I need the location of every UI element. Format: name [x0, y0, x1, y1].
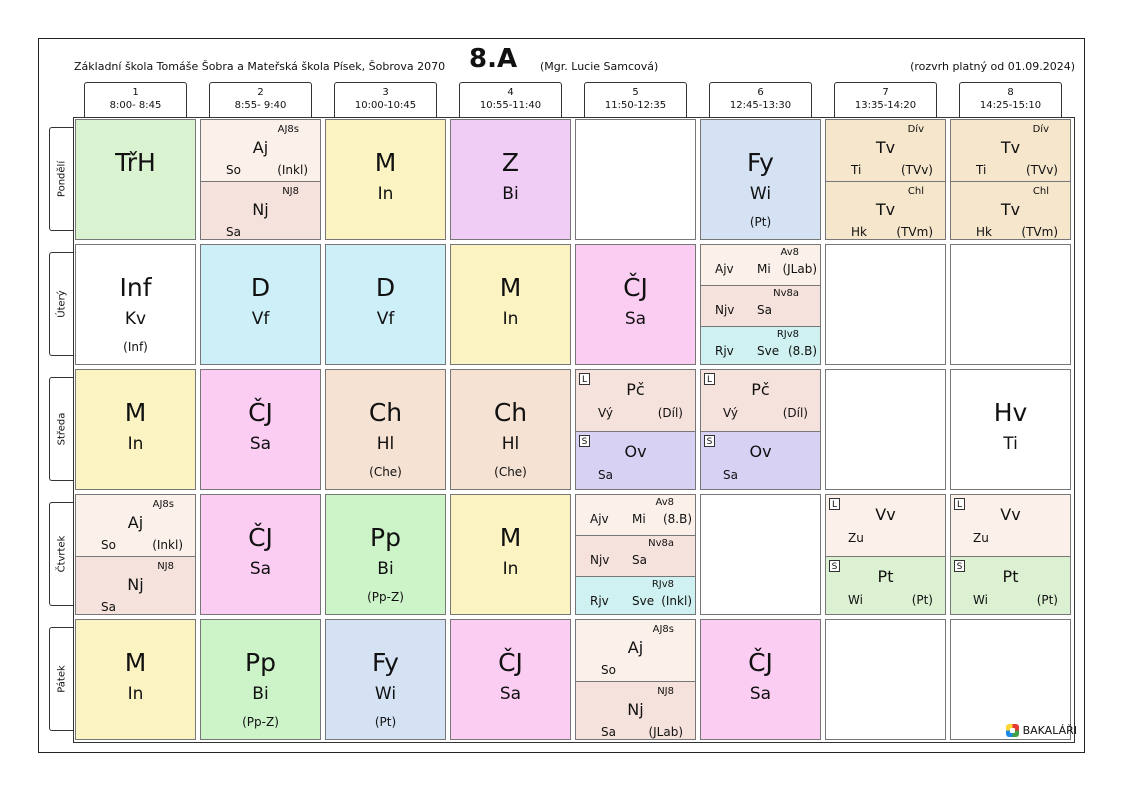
- group-label: NJ8: [657, 685, 674, 697]
- lesson-part: [76, 556, 195, 616]
- teacher: Sve: [757, 343, 780, 358]
- group-label: AJ8s: [652, 624, 674, 635]
- period-number: 7: [882, 87, 889, 98]
- teacher: Kv: [124, 309, 147, 329]
- teacher: Sa: [749, 684, 772, 704]
- room: (Pt): [1036, 592, 1058, 607]
- room: (Che): [369, 465, 402, 479]
- lesson-part: [951, 181, 1070, 241]
- room: (Che): [494, 465, 527, 479]
- subject: Aj: [627, 638, 644, 657]
- day-name: Pondělí: [56, 160, 67, 198]
- room: (Inkl): [661, 593, 692, 608]
- group-label: Chl: [1032, 185, 1049, 197]
- room: (Pt): [749, 215, 772, 229]
- room: (Díl): [782, 406, 808, 420]
- lesson-part: [701, 285, 820, 325]
- lesson-part: [76, 495, 195, 556]
- validity-date: (rozvrh platný od 01.09.2024): [910, 60, 1075, 73]
- lesson-cell: [575, 244, 696, 365]
- teacher: Vf: [376, 309, 395, 329]
- teacher: In: [502, 309, 519, 329]
- period-number: 2: [257, 87, 264, 98]
- room: (JLab): [648, 724, 683, 739]
- teacher: Bi: [377, 559, 394, 579]
- group-label: Av8: [780, 247, 799, 258]
- lesson-cell: [325, 494, 446, 615]
- lesson-cell: [200, 119, 321, 240]
- period-time: 8:55- 9:40: [234, 100, 287, 111]
- room: (Pt): [911, 592, 933, 607]
- group-badge: L: [704, 373, 715, 385]
- period-time: 10:00-10:45: [354, 100, 417, 111]
- subject: ČJ: [498, 648, 523, 677]
- subject: ČJ: [248, 398, 273, 427]
- lesson-cell: [825, 119, 946, 240]
- subject: D: [250, 273, 271, 302]
- day-label-5: [49, 627, 73, 731]
- school-name: Základní škola Tomáše Šobra a Mateřská škola Písek, Šobrova 2070: [74, 60, 446, 73]
- period-header-2: [209, 82, 312, 118]
- lesson-cell: [200, 619, 321, 740]
- lesson-cell: [450, 244, 571, 365]
- lesson-cell: [950, 119, 1071, 240]
- bakalari-logo: [1006, 724, 1077, 737]
- subject: Ajv: [590, 512, 609, 526]
- lesson-part: [826, 181, 945, 241]
- room: (Pt): [374, 715, 397, 729]
- lesson-cell: [700, 619, 821, 740]
- group-label: Dív: [1032, 124, 1049, 135]
- group-label: RJv8: [776, 328, 799, 340]
- lesson-part: [576, 681, 695, 741]
- subject: Ov: [749, 441, 772, 461]
- subject: Nj: [252, 199, 269, 219]
- subject: Tv: [875, 138, 896, 157]
- lesson-cell: [700, 369, 821, 490]
- subject: M: [499, 523, 522, 552]
- day-name: Úterý: [56, 290, 67, 318]
- room: (TVm): [1021, 224, 1058, 239]
- teacher: Wi: [374, 684, 397, 704]
- lesson-part: [951, 495, 1070, 556]
- lesson-part: [201, 120, 320, 181]
- room: (Pp-Z): [367, 590, 404, 604]
- teacher: Wi: [749, 184, 772, 204]
- lesson-part: [576, 620, 695, 681]
- group-label: Chl: [907, 185, 924, 197]
- subject: Aj: [127, 513, 144, 532]
- lesson-cell: [825, 494, 946, 615]
- teacher: Wi: [848, 592, 863, 607]
- period-header-4: [459, 82, 562, 118]
- period-time: 11:50-12:35: [604, 100, 667, 111]
- period-number: 1: [132, 87, 139, 98]
- subject: Inf: [119, 273, 152, 302]
- bakalari-logo-icon: [1006, 724, 1019, 737]
- group-badge: L: [954, 498, 965, 510]
- subject: M: [374, 148, 397, 177]
- lesson-part: [826, 120, 945, 181]
- room: (TVv): [900, 163, 933, 177]
- subject: Njv: [590, 553, 610, 568]
- group-label: NJ8: [157, 560, 174, 572]
- subject: ČJ: [748, 648, 773, 677]
- teacher: Mi: [632, 512, 646, 526]
- lesson-cell: [450, 619, 571, 740]
- subject: Vv: [1000, 505, 1021, 524]
- period-number: 3: [382, 87, 389, 98]
- group-badge: S: [829, 560, 840, 572]
- room: (Inkl): [152, 538, 183, 552]
- lesson-cell: [450, 119, 571, 240]
- subject: Fy: [372, 648, 399, 677]
- period-time: 12:45-13:30: [729, 100, 792, 111]
- subject: TřH: [115, 148, 156, 177]
- teacher: Hk: [976, 224, 992, 239]
- logo-text: BAKALÁŘI: [1022, 724, 1077, 737]
- lesson-cell: [75, 494, 196, 615]
- teacher: Vý: [723, 406, 738, 420]
- lesson-part: [576, 495, 695, 535]
- subject: M: [124, 398, 147, 427]
- subject: Pč: [626, 380, 645, 399]
- teacher: Sve: [632, 593, 655, 608]
- subject: Pp: [245, 648, 276, 677]
- class-name: 8.A: [469, 44, 518, 74]
- period-time: 8:00- 8:45: [109, 100, 162, 111]
- period-number: 8: [1007, 87, 1014, 98]
- subject: Ov: [624, 441, 647, 461]
- day-label-3: [49, 377, 73, 481]
- lesson-cell: [700, 244, 821, 365]
- lesson-cell: [200, 369, 321, 490]
- group-label: RJv8: [651, 578, 674, 590]
- subject: Tv: [875, 199, 896, 219]
- teacher: Vf: [251, 309, 270, 329]
- group-label: Nv8a: [773, 288, 799, 300]
- subject: Fy: [747, 148, 774, 177]
- lesson-cell: [75, 119, 196, 240]
- teacher: Zu: [973, 531, 989, 545]
- teacher: Ti: [1003, 434, 1018, 454]
- teacher: So: [226, 163, 241, 177]
- lesson-cell: [75, 244, 196, 365]
- room: (Díl): [657, 406, 683, 420]
- subject: D: [375, 273, 396, 302]
- subject: Tv: [1000, 199, 1021, 219]
- teacher: Sa: [601, 724, 616, 739]
- group-badge: L: [579, 373, 590, 385]
- subject: Z: [501, 148, 520, 177]
- subject: M: [124, 648, 147, 677]
- lesson-cell: [450, 369, 571, 490]
- teacher: In: [127, 684, 144, 704]
- lesson-cell: [950, 494, 1071, 615]
- subject: Nj: [627, 699, 644, 719]
- day-name: Čtvrtek: [56, 535, 67, 573]
- period-time: 13:35-14:20: [854, 100, 917, 111]
- day-label-4: [49, 502, 73, 606]
- teacher: Sa: [226, 224, 241, 239]
- teacher: In: [377, 184, 394, 204]
- teacher: Hl: [376, 434, 395, 454]
- room: (TVm): [896, 224, 933, 239]
- lesson-cell: [450, 494, 571, 615]
- group-label: Av8: [655, 497, 674, 508]
- teacher: Hl: [501, 434, 520, 454]
- lesson-part: [201, 181, 320, 241]
- teacher: Bi: [252, 684, 269, 704]
- lesson-cell: [825, 369, 946, 490]
- lesson-cell: [575, 619, 696, 740]
- subject: Pp: [370, 523, 401, 552]
- subject: Tv: [1000, 138, 1021, 157]
- room: (8.B): [662, 512, 692, 526]
- lesson-part: [576, 535, 695, 575]
- lesson-part: [576, 370, 695, 431]
- day-label-1: [49, 127, 73, 231]
- period-header-6: [709, 82, 812, 118]
- teacher: So: [101, 538, 116, 552]
- lesson-part: [951, 120, 1070, 181]
- lesson-cell: [575, 369, 696, 490]
- group-label: Nv8a: [648, 538, 674, 550]
- room: (TVv): [1025, 163, 1058, 177]
- teacher: In: [127, 434, 144, 454]
- subject: ČJ: [623, 273, 648, 302]
- period-time: 14:25-15:10: [979, 100, 1042, 111]
- group-label: AJ8s: [152, 499, 174, 510]
- group-badge: S: [954, 560, 965, 572]
- teacher: Sa: [499, 684, 522, 704]
- teacher: Wi: [973, 592, 988, 607]
- subject: Njv: [715, 303, 735, 318]
- period-time: 10:55-11:40: [479, 100, 542, 111]
- teacher: Sa: [249, 434, 272, 454]
- teacher: Sa: [723, 467, 738, 482]
- teacher: Sa: [632, 553, 647, 568]
- lesson-cell: [200, 494, 321, 615]
- period-header-3: [334, 82, 437, 118]
- lesson-cell: [950, 244, 1071, 365]
- teacher: Ti: [976, 163, 987, 177]
- lesson-cell: [325, 119, 446, 240]
- subject: Pč: [751, 380, 770, 399]
- period-header-7: [834, 82, 937, 118]
- group-badge: S: [579, 435, 590, 447]
- period-number: 4: [507, 87, 514, 98]
- lesson-cell: [200, 244, 321, 365]
- teacher: Vý: [598, 406, 613, 420]
- lesson-part: [576, 431, 695, 491]
- lesson-cell: [575, 119, 696, 240]
- period-header-1: [84, 82, 187, 118]
- lesson-cell: [325, 244, 446, 365]
- teacher: Hk: [851, 224, 867, 239]
- teacher: Zu: [848, 531, 864, 545]
- lesson-cell: [825, 619, 946, 740]
- group-label: NJ8: [282, 185, 299, 197]
- lesson-cell: [700, 119, 821, 240]
- teacher: Sa: [598, 467, 613, 482]
- lesson-part: [701, 326, 820, 365]
- subject: Rjv: [715, 343, 734, 358]
- lesson-part: [701, 431, 820, 491]
- teacher: Sa: [101, 599, 116, 614]
- subject: Pt: [1002, 566, 1019, 586]
- lesson-cell: [950, 369, 1071, 490]
- lesson-cell: [325, 369, 446, 490]
- lesson-cell: [575, 494, 696, 615]
- period-number: 5: [632, 87, 639, 98]
- day-name: Pátek: [56, 665, 67, 693]
- subject: Nj: [127, 574, 144, 594]
- subject: ČJ: [248, 523, 273, 552]
- lesson-cell: [950, 619, 1071, 740]
- teacher: So: [601, 663, 616, 677]
- lesson-cell: [325, 619, 446, 740]
- lesson-part: [701, 245, 820, 285]
- lesson-cell: [825, 244, 946, 365]
- teacher: Sa: [249, 559, 272, 579]
- teacher: In: [502, 559, 519, 579]
- teacher: Bi: [502, 184, 519, 204]
- subject: Aj: [252, 138, 269, 157]
- room: (8.B): [787, 343, 817, 358]
- lesson-part: [576, 576, 695, 615]
- lesson-part: [951, 556, 1070, 616]
- subject: Ajv: [715, 262, 734, 276]
- subject: M: [499, 273, 522, 302]
- day-name: Středa: [56, 412, 67, 446]
- subject: Ch: [493, 398, 528, 427]
- group-label: Dív: [907, 124, 924, 135]
- subject: Rjv: [590, 593, 609, 608]
- teacher: Mi: [757, 262, 771, 276]
- subject: Hv: [993, 398, 1028, 427]
- subject: Vv: [875, 505, 896, 524]
- group-label: AJ8s: [277, 124, 299, 135]
- group-badge: S: [704, 435, 715, 447]
- period-number: 6: [757, 87, 764, 98]
- room: (Inf): [123, 340, 148, 354]
- day-label-2: [49, 252, 73, 356]
- room: (Pp-Z): [242, 715, 279, 729]
- subject: Pt: [877, 566, 894, 586]
- group-badge: L: [829, 498, 840, 510]
- lesson-cell: [75, 369, 196, 490]
- lesson-part: [826, 495, 945, 556]
- lesson-cell: [700, 494, 821, 615]
- lesson-part: [826, 556, 945, 616]
- period-header-8: [959, 82, 1062, 118]
- lesson-part: [701, 370, 820, 431]
- room: (Inkl): [277, 163, 308, 177]
- lesson-cell: [75, 619, 196, 740]
- period-header-5: [584, 82, 687, 118]
- room: (JLab): [782, 262, 817, 276]
- teacher: Sa: [757, 303, 772, 318]
- subject: Ch: [368, 398, 403, 427]
- teacher: Ti: [851, 163, 862, 177]
- class-teacher: (Mgr. Lucie Samcová): [540, 60, 659, 73]
- teacher: Sa: [624, 309, 647, 329]
- schedule-grid: [73, 117, 1075, 743]
